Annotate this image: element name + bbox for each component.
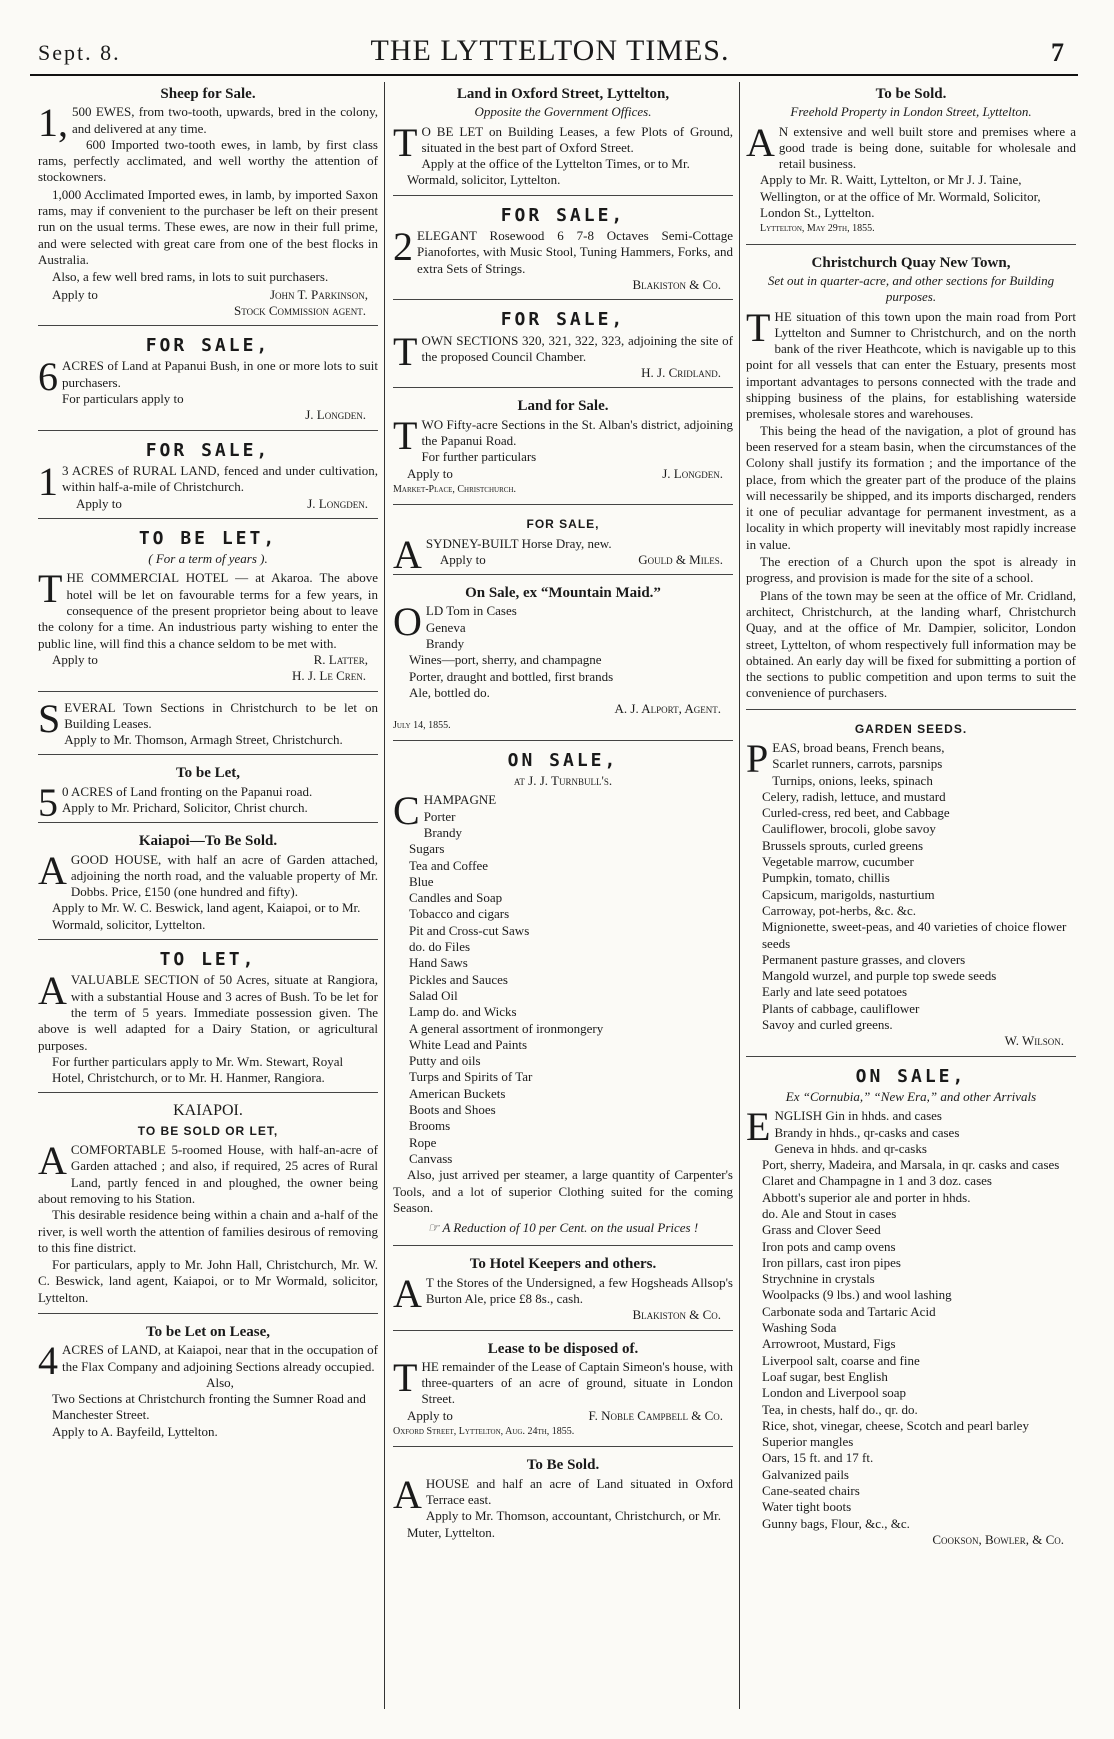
advertiser-name: A. J. Alport, Agent. — [614, 701, 721, 717]
list-item: Cauliflower, brocoli, globe savoy — [762, 821, 936, 837]
ad-subheading: TO BE SOLD OR LET, — [137, 1123, 279, 1138]
list-item: Turps and Spirits of Tar — [409, 1069, 533, 1085]
apply-label: Apply to — [52, 286, 98, 302]
advertiser-name: W. Wilson. — [1004, 1033, 1064, 1049]
ad-date: July 14, 1855. — [393, 719, 451, 731]
list-item: Sugars — [409, 841, 445, 857]
ad-heading: FOR SALE, — [500, 309, 626, 331]
list-item: Claret and Champagne in 1 and 3 doz. cases — [762, 1173, 992, 1189]
list-item: Iron pots and camp ovens — [762, 1238, 896, 1254]
ad-line: Apply to Mr. Thomson, Armagh Street, Christchurch. — [64, 732, 343, 748]
list-item: Gunny bags, Flour, &c., &c. — [762, 1515, 910, 1531]
ad-christchurch-quay — [746, 251, 1076, 710]
apply-label: Apply to — [52, 651, 98, 667]
column-separator — [384, 82, 385, 1709]
list-item: Wines—port, sherry, and champagne — [409, 652, 602, 668]
ad-heading: FOR SALE, — [145, 439, 271, 461]
ad-subheading: at J. J. Turnbull's. — [513, 773, 613, 789]
ad-pianos — [393, 202, 733, 300]
ad-signature — [38, 652, 378, 668]
ad-lead: ACOMFORTABLE 5-roomed House, with half-an-acre of Garden attached ; and also, if required, 25 acres of Rural Land, partly fenced in and ploughed, the owner being about removing to his Station. — [38, 1138, 378, 1206]
ad-paragraph: Plans of the town may be seen at the office of Mr. Cridland, architect, Christchurch, at the landing wharf, Christchurch Quay, and at the office of Mr. Dampier, solicitor, London street, Lyttelton, of whom respectively full information may be obtained. An early day will be fixed for submitting a portion of the sections to public competition and upon terms to suit the convenience of purchasers. — [746, 587, 1076, 701]
list-item: Galvanized pails — [762, 1466, 849, 1482]
column-1 — [38, 82, 378, 1721]
list-item: Mangold wurzel, and purple top swede seeds — [762, 968, 997, 984]
list-item: Porter — [423, 808, 456, 824]
ad-heading: Land in Oxford Street, Lyttelton, — [456, 86, 670, 102]
ad-lease-campbell — [393, 1337, 733, 1448]
ad-heading: To be Sold. — [875, 86, 947, 102]
ad-house-oxford-terrace — [393, 1453, 733, 1546]
ad-paragraph: For particulars, apply to Mr. John Hall, Christchurch, Mr. W. C. Beswick, land agent, Kaiapoi, or to Mr Wormald, solicitor, Lyttelton. — [38, 1257, 378, 1305]
advertiser-name: R. Latter, — [313, 651, 368, 667]
list-item: Savoy and curled greens. — [762, 1017, 893, 1033]
ad-paragraph: The erection of a Church upon the spot is already in progress, and provision is made for the site of a school. — [746, 554, 1076, 586]
list-item: Abbott's superior ale and porter in hhds. — [762, 1189, 971, 1205]
advertiser-name: F. Noble Campbell & Co. — [588, 1407, 723, 1423]
ad-lead: TO BE LET on Building Leases, a few Plots of Ground, situated in the best part of Oxford Street. — [393, 119, 733, 165]
list-item: Tea and Coffee — [409, 857, 488, 873]
advertiser-name: J. Longden. — [305, 407, 366, 423]
ad-paragraph: Also, just arrived per steamer, a large quantity of Carpenter's Tools, and a lot of superior Clothing suited for the coming Season. — [393, 1167, 733, 1215]
list-item: do. Ale and Stout in cases — [762, 1206, 897, 1221]
list-item: Canvass — [409, 1150, 453, 1166]
ad-lead: TOWN SECTIONS 320, 321, 322, 323, adjoining the site of the proposed Council Chamber. — [393, 328, 733, 374]
ad-heading: To Be Sold. — [526, 1457, 600, 1474]
column-separator — [739, 82, 740, 1709]
ad-signature — [393, 466, 733, 482]
ad-kaiapoi-cottage — [38, 1099, 378, 1314]
ad-oxford-street — [393, 82, 733, 196]
list-item: Brandy — [425, 636, 465, 652]
ad-subheading: Freehold Property in London Street, Lyttelton. — [790, 104, 1032, 120]
list-item: Celery, radish, lettuce, and mustard — [762, 788, 946, 804]
ad-paragraph: 600 Imported two-tooth ewes, in lamb, by first class rams, perfectly acclimated, and well worthy the attention of stockowners. — [38, 136, 378, 185]
list-item: Brussels sprouts, curled greens — [762, 837, 924, 853]
ad-fifty-acres — [38, 761, 378, 823]
advertiser-name: John T. Parkinson, — [269, 286, 368, 302]
ad-heading: To be Let on Lease, — [145, 1324, 271, 1340]
ad-subheading: Ex “Cornubia,” “New Era,” and other Arrivals — [785, 1088, 1037, 1104]
ad-signature — [38, 287, 378, 303]
ad-heading: TO BE LET, — [138, 527, 278, 549]
ad-heading: FOR SALE, — [500, 204, 626, 226]
ad-line: Apply to Mr. Thomson, accountant, Christchurch, or Mr. Muter, Lyttelton. — [407, 1508, 722, 1540]
ad-subheading: Set out in quarter-acre, and other sections for Building purposes. — [767, 272, 1055, 305]
ad-turnbull — [393, 747, 733, 1247]
ad-heading: GARDEN SEEDS. — [854, 721, 968, 736]
apply-label: Apply to — [439, 551, 486, 567]
ad-line: Apply to Mr. R. Waitt, Lyttelton, or Mr J. J. Taine, Wellington, or at the office of Mr. Wormald, Solicitor, London St., Lyttelton. — [760, 172, 1041, 221]
ad-lead: 6ACRES of Land at Papanui Bush, in one or more lots to suit purchasers. — [38, 354, 378, 400]
ad-subheading: Opposite the Government Offices. — [474, 104, 652, 120]
advertiser-name: Blakiston & Co. — [632, 276, 721, 292]
ad-heading: FOR SALE, — [526, 517, 600, 532]
ad-heading: ON SALE, — [507, 749, 619, 771]
ad-lead: AN extensive and well built store and premises where a good trade is being done, suitable for wholesale and retail business. — [746, 119, 1076, 172]
ad-line: Apply to Mr. Prichard, Solicitor, Christ church. — [62, 799, 308, 815]
ad-paragraph: This being the head of the navigation, a plot of ground has been reserved for a steam basin, when the circumstances of the Colony shall justify its formation ; and the importance of the place, from which the greater part of the produce of the plains will necessarily be shipped, and its imports discharged, renders it one of peculiar advantage for permanent investment, as a locality in which property will inevitably most rapidly increase in value. — [746, 422, 1076, 552]
newspaper-title: THE LYTTELTON TIMES. — [370, 34, 730, 67]
ad-lead: TWO Fifty-acre Sections in the St. Alban's district, adjoining the Papanui Road. — [393, 412, 733, 458]
ad-cornubia — [746, 1063, 1076, 1555]
ad-signature — [426, 552, 733, 568]
ad-land-sale — [393, 394, 733, 505]
list-item: Candles and Soap — [409, 890, 503, 906]
list-item: Rope — [409, 1134, 437, 1150]
list-item: Cane-seated chairs — [762, 1483, 860, 1499]
advertiser-name: H. J. Le Cren. — [291, 668, 366, 684]
ad-heading: On Sale, ex “Mountain Maid.” — [465, 585, 661, 602]
ad-lead: 2ELEGANT Rosewood 6 7-8 Octaves Semi-Cottage Pianofortes, with Music Stool, Tuning Hammers, Forks, and extra Sets of Strings. — [393, 224, 733, 276]
list-item: London and Liverpool soap — [762, 1385, 907, 1401]
ad-rangiora — [38, 946, 378, 1093]
masthead — [30, 30, 1070, 70]
ad-lead: THE COMMERCIAL HOTEL — at Akaroa. The above hotel will be let on favourable terms for a few years, in consequence of the present proprietor being about to leave the colony for a time. An industrious party wishing to enter the public line, will find this a chance seldom to be met with. — [38, 566, 378, 651]
pointing-hand-icon: ☞ — [427, 1220, 443, 1236]
ad-commercial-hotel — [38, 525, 378, 692]
list-item: A general assortment of ironmongery — [409, 1020, 604, 1036]
ad-mountain-maid — [393, 581, 733, 741]
ad-body — [38, 137, 378, 286]
list-item: Woolpacks (9 lbs.) and wool lashing — [762, 1287, 952, 1303]
ad-heading: ON SALE, — [855, 1065, 967, 1087]
list-item: Permanent pasture grasses, and clovers — [762, 951, 966, 967]
list-item: Brandy in hhds., qr-casks and cases — [774, 1124, 960, 1140]
ad-heading: Lease to be disposed of. — [487, 1340, 639, 1357]
advertiser-name: J. Longden. — [662, 465, 723, 481]
ad-paragraph: This desirable residence being within a chain and a-half of the river, is well worth the attention of families desirous of removing to this fine district. — [38, 1207, 378, 1255]
list-item: American Buckets — [409, 1085, 506, 1101]
list-item: Water tight boots — [762, 1499, 852, 1515]
page-number: 7 — [1051, 38, 1064, 67]
ad-town-sections-sale — [393, 306, 733, 388]
list-item: Brandy — [423, 824, 462, 840]
list-item: Curled-cress, red beet, and Cabbage — [762, 805, 950, 821]
ad-line: Two Sections at Christchurch fronting the Sumner Road and Manchester Street. — [52, 1391, 366, 1423]
ad-signature — [393, 1408, 733, 1424]
list-item: Geneva — [425, 619, 466, 635]
ad-lead: 1,500 EWES, from two-tooth, upwards, bred in the colony, and delivered at any time. — [38, 100, 378, 146]
list-item: Boots and Shoes — [409, 1102, 496, 1118]
ad-lead: CHAMPAGNE — [393, 788, 497, 834]
issue-date: Sept. 8. — [38, 40, 121, 65]
advertiser-name: J. Longden. — [307, 495, 368, 511]
ad-line: Apply at the office of the Lyttelton Times, or to Mr. Wormald, solicitor, Lyttelton. — [407, 156, 690, 188]
list-item: Early and late seed potatoes — [762, 984, 908, 1000]
list-item: Scarlet runners, carrots, parsnips — [772, 756, 943, 772]
advertiser-name: Gould & Miles. — [638, 551, 723, 567]
advertiser-title: Stock Commission agent. — [234, 302, 366, 318]
list-item: do. do Files — [409, 939, 471, 955]
list-item: Capsicum, marigolds, nasturtium — [762, 886, 935, 902]
list-item: Hand Saws — [409, 955, 468, 971]
ad-line: Apply to Mr. W. C. Beswick, land agent, Kaiapoi, or to Mr. Wormald, solicitor, Lyttelton. — [52, 900, 361, 932]
ad-lead: SEVERAL Town Sections in Christchurch to be let on Building Leases. — [38, 695, 378, 741]
ad-lead: 13 ACRES of RURAL LAND, fenced and under cultivation, within half-a-mile of Christchurch. — [38, 458, 378, 504]
ad-sheep — [38, 82, 378, 326]
list-item: Geneva in hhds. and qr-casks — [774, 1140, 927, 1156]
list-item: Liverpool salt, coarse and fine — [762, 1352, 920, 1368]
advertiser-name: Cookson, Bowler, & Co. — [932, 1531, 1064, 1547]
list-item: Loaf sugar, best English — [762, 1368, 888, 1384]
list-item: Oars, 15 ft. and 17 ft. — [762, 1450, 874, 1466]
ad-lead: AHOUSE and half an acre of Land situated in Oxford Terrace east. — [393, 1471, 733, 1517]
list-item: Porter, draught and bottled, first brands — [409, 668, 614, 684]
ad-lead: ASYDNEY-BUILT Horse Dray, new. — [393, 531, 612, 577]
ad-lead: AGOOD HOUSE, with half an acre of Garden attached, adjoining the north road, and the valuable property of Mr. Dobbs. Price, £150 (one hundred and fifty). — [38, 847, 378, 900]
ad-lead: OLD Tom in Cases — [393, 599, 517, 645]
list-item: Salad Oil — [409, 987, 458, 1003]
list-item: Lamp do. and Wicks — [409, 1004, 517, 1020]
apply-label: Apply to — [76, 495, 122, 511]
ad-heading: FOR SALE, — [145, 335, 271, 357]
advertiser-name: H. J. Cridland. — [641, 365, 721, 381]
ad-body — [393, 1167, 733, 1216]
ad-heading: TO LET, — [159, 949, 257, 971]
list-item: Carbonate soda and Tartaric Acid — [762, 1303, 936, 1319]
ad-body — [746, 423, 1076, 702]
list-item: Washing Soda — [762, 1320, 837, 1336]
ad-heading: Land for Sale. — [517, 398, 609, 415]
ad-date: Lyttelton, May 29th, 1855. — [760, 223, 875, 235]
ad-lead: THE situation of this town upon the main road from Port Lyttelton and Sumner to Christchurch, and on the north bank of the river Heathcote, which is navigable up to this point for all vessels that can enter the Estuary, presents most important advantages to persons connected with the trade and shipping business of the plains, for establishing waterside premises, wholesale stores and warehouses. — [746, 304, 1076, 422]
ad-papanui-acres — [38, 332, 378, 430]
apply-label: Apply to — [407, 1407, 453, 1423]
ad-town-sections — [38, 695, 378, 756]
ad-heading: Kaiapoi—To Be Sold. — [138, 833, 278, 850]
masthead-rule — [30, 74, 1078, 76]
list-item: Tobacco and cigars — [409, 906, 510, 922]
list-item: Pickles and Sauces — [409, 971, 508, 987]
ad-paragraph: Also, a few well bred rams, in lots to suit purchasers. — [52, 269, 329, 285]
ad-line: For further particulars — [421, 449, 537, 465]
ad-lead: 4ACRES of LAND, at Kaiapoi, near that in the occupation of the Flax Company and adjoining Sections already occupied. — [38, 1338, 378, 1384]
ad-lead: AVALUABLE SECTION of 50 Acres, situate at Rangiora, with a substantial House and 3 acres of Bush. To be let for the term of 5 years. Immediate possession given. The above is well adapted for a Dairy Station, or agricultural purposes. — [38, 968, 378, 1053]
list-item: Port, sherry, Madeira, and Marsala, in qr. casks and cases — [762, 1157, 1060, 1173]
list-item: Strychnine in crystals — [762, 1271, 875, 1287]
list-item: Turnips, onions, leeks, spinach — [772, 772, 933, 788]
ad-heading: Christchurch Quay New Town, — [811, 254, 1011, 271]
ad-line: For particulars apply to — [62, 391, 184, 407]
advertiser-name: Blakiston & Co. — [632, 1307, 721, 1323]
ad-heading: KAIAPOI. — [173, 1102, 243, 1120]
list-item: Ale, bottled do. — [409, 684, 490, 700]
list-item: Grass and Clover Seed — [762, 1222, 881, 1238]
ad-kaiapoi-house — [38, 829, 378, 940]
list-item: Mignionette, sweet-peas, and 40 varieties of choice flower seeds — [762, 919, 1067, 951]
ad-garden-seeds — [746, 716, 1076, 1057]
ad-signature — [62, 496, 378, 512]
ad-line: Apply to A. Bayfeild, Lyttelton. — [52, 1423, 218, 1439]
ad-hotel-keepers — [393, 1252, 733, 1330]
ad-heading: Sheep for Sale. — [160, 86, 256, 102]
column-2 — [393, 82, 733, 1721]
ad-line: Also, — [206, 1374, 234, 1390]
ad-lead: PEAS, broad beans, French beans, — [746, 735, 945, 781]
list-item: Carroway, pot-herbs, &c. &c. — [762, 902, 917, 918]
ad-line: For further particulars apply to Mr. Wm. Stewart, Royal Hotel, Christchurch, or to Mr. H. Hanmer, Rangiora. — [52, 1053, 344, 1086]
apply-label: Apply to — [407, 465, 453, 481]
list-item: Superior mangles — [762, 1434, 854, 1450]
ad-address: Oxford Street, Lyttelton, Aug. 24th, 1855. — [393, 1426, 575, 1438]
column-3 — [746, 82, 1076, 1721]
list-item: Arrowroot, Mustard, Figs — [762, 1336, 896, 1352]
ad-lead: THE remainder of the Lease of Captain Simeon's house, with three-quarters of an acre of ground, situate in London Street. — [393, 1354, 733, 1407]
list-item: Pit and Cross-cut Saws — [409, 922, 530, 938]
ad-paragraph: 1,000 Acclimated Imported ewes, in lamb, by imported Saxon rams, may if convenient to the purchaser be left on their present run on the usual terms. These ewes, are now in their full prime, and were selected with great care from one of the best flocks in Australia. — [38, 186, 378, 267]
ad-horse-dray — [393, 511, 733, 575]
list-item: Iron pillars, cast iron pipes — [762, 1254, 901, 1270]
ad-lease-kaiapoi — [38, 1320, 378, 1446]
list-item: White Lead and Paints — [409, 1036, 528, 1052]
list-item: Blue — [409, 873, 434, 889]
list-item: Plants of cabbage, cauliflower — [762, 1000, 920, 1016]
list-item: Brooms — [409, 1118, 451, 1134]
ad-address: Market-Place, Christchurch. — [393, 483, 516, 495]
ad-lead: 50 ACRES of Land fronting on the Papanui road. — [38, 779, 313, 825]
reduction-notice — [393, 1220, 733, 1236]
ad-lead: ENGLISH Gin in hhds. and cases — [746, 1104, 942, 1150]
list-item: Vegetable marrow, cucumber — [762, 854, 914, 870]
ad-rural-land — [38, 437, 378, 519]
list-item: Putty and oils — [409, 1053, 481, 1069]
ad-lead: AT the Stores of the Undersigned, a few Hogsheads Allsop's Burton Ale, price £8 8s., cash. — [393, 1270, 733, 1316]
ad-heading: To be Let, — [175, 765, 241, 782]
ad-body — [38, 1207, 378, 1306]
list-item: Rice, shot, vinegar, cheese, Scotch and pearl barley — [762, 1417, 1029, 1433]
list-item: Pumpkin, tomato, chillis — [762, 870, 890, 886]
ad-store-london-street — [746, 82, 1076, 245]
ad-subheading: ( For a term of years ). — [148, 551, 268, 567]
ad-heading: To Hotel Keepers and others. — [469, 1256, 657, 1273]
reduction-text: A Reduction of 10 per Cent. on the usual Prices ! — [442, 1220, 699, 1236]
list-item: Tea, in chests, half do., qr. do. — [762, 1401, 918, 1417]
